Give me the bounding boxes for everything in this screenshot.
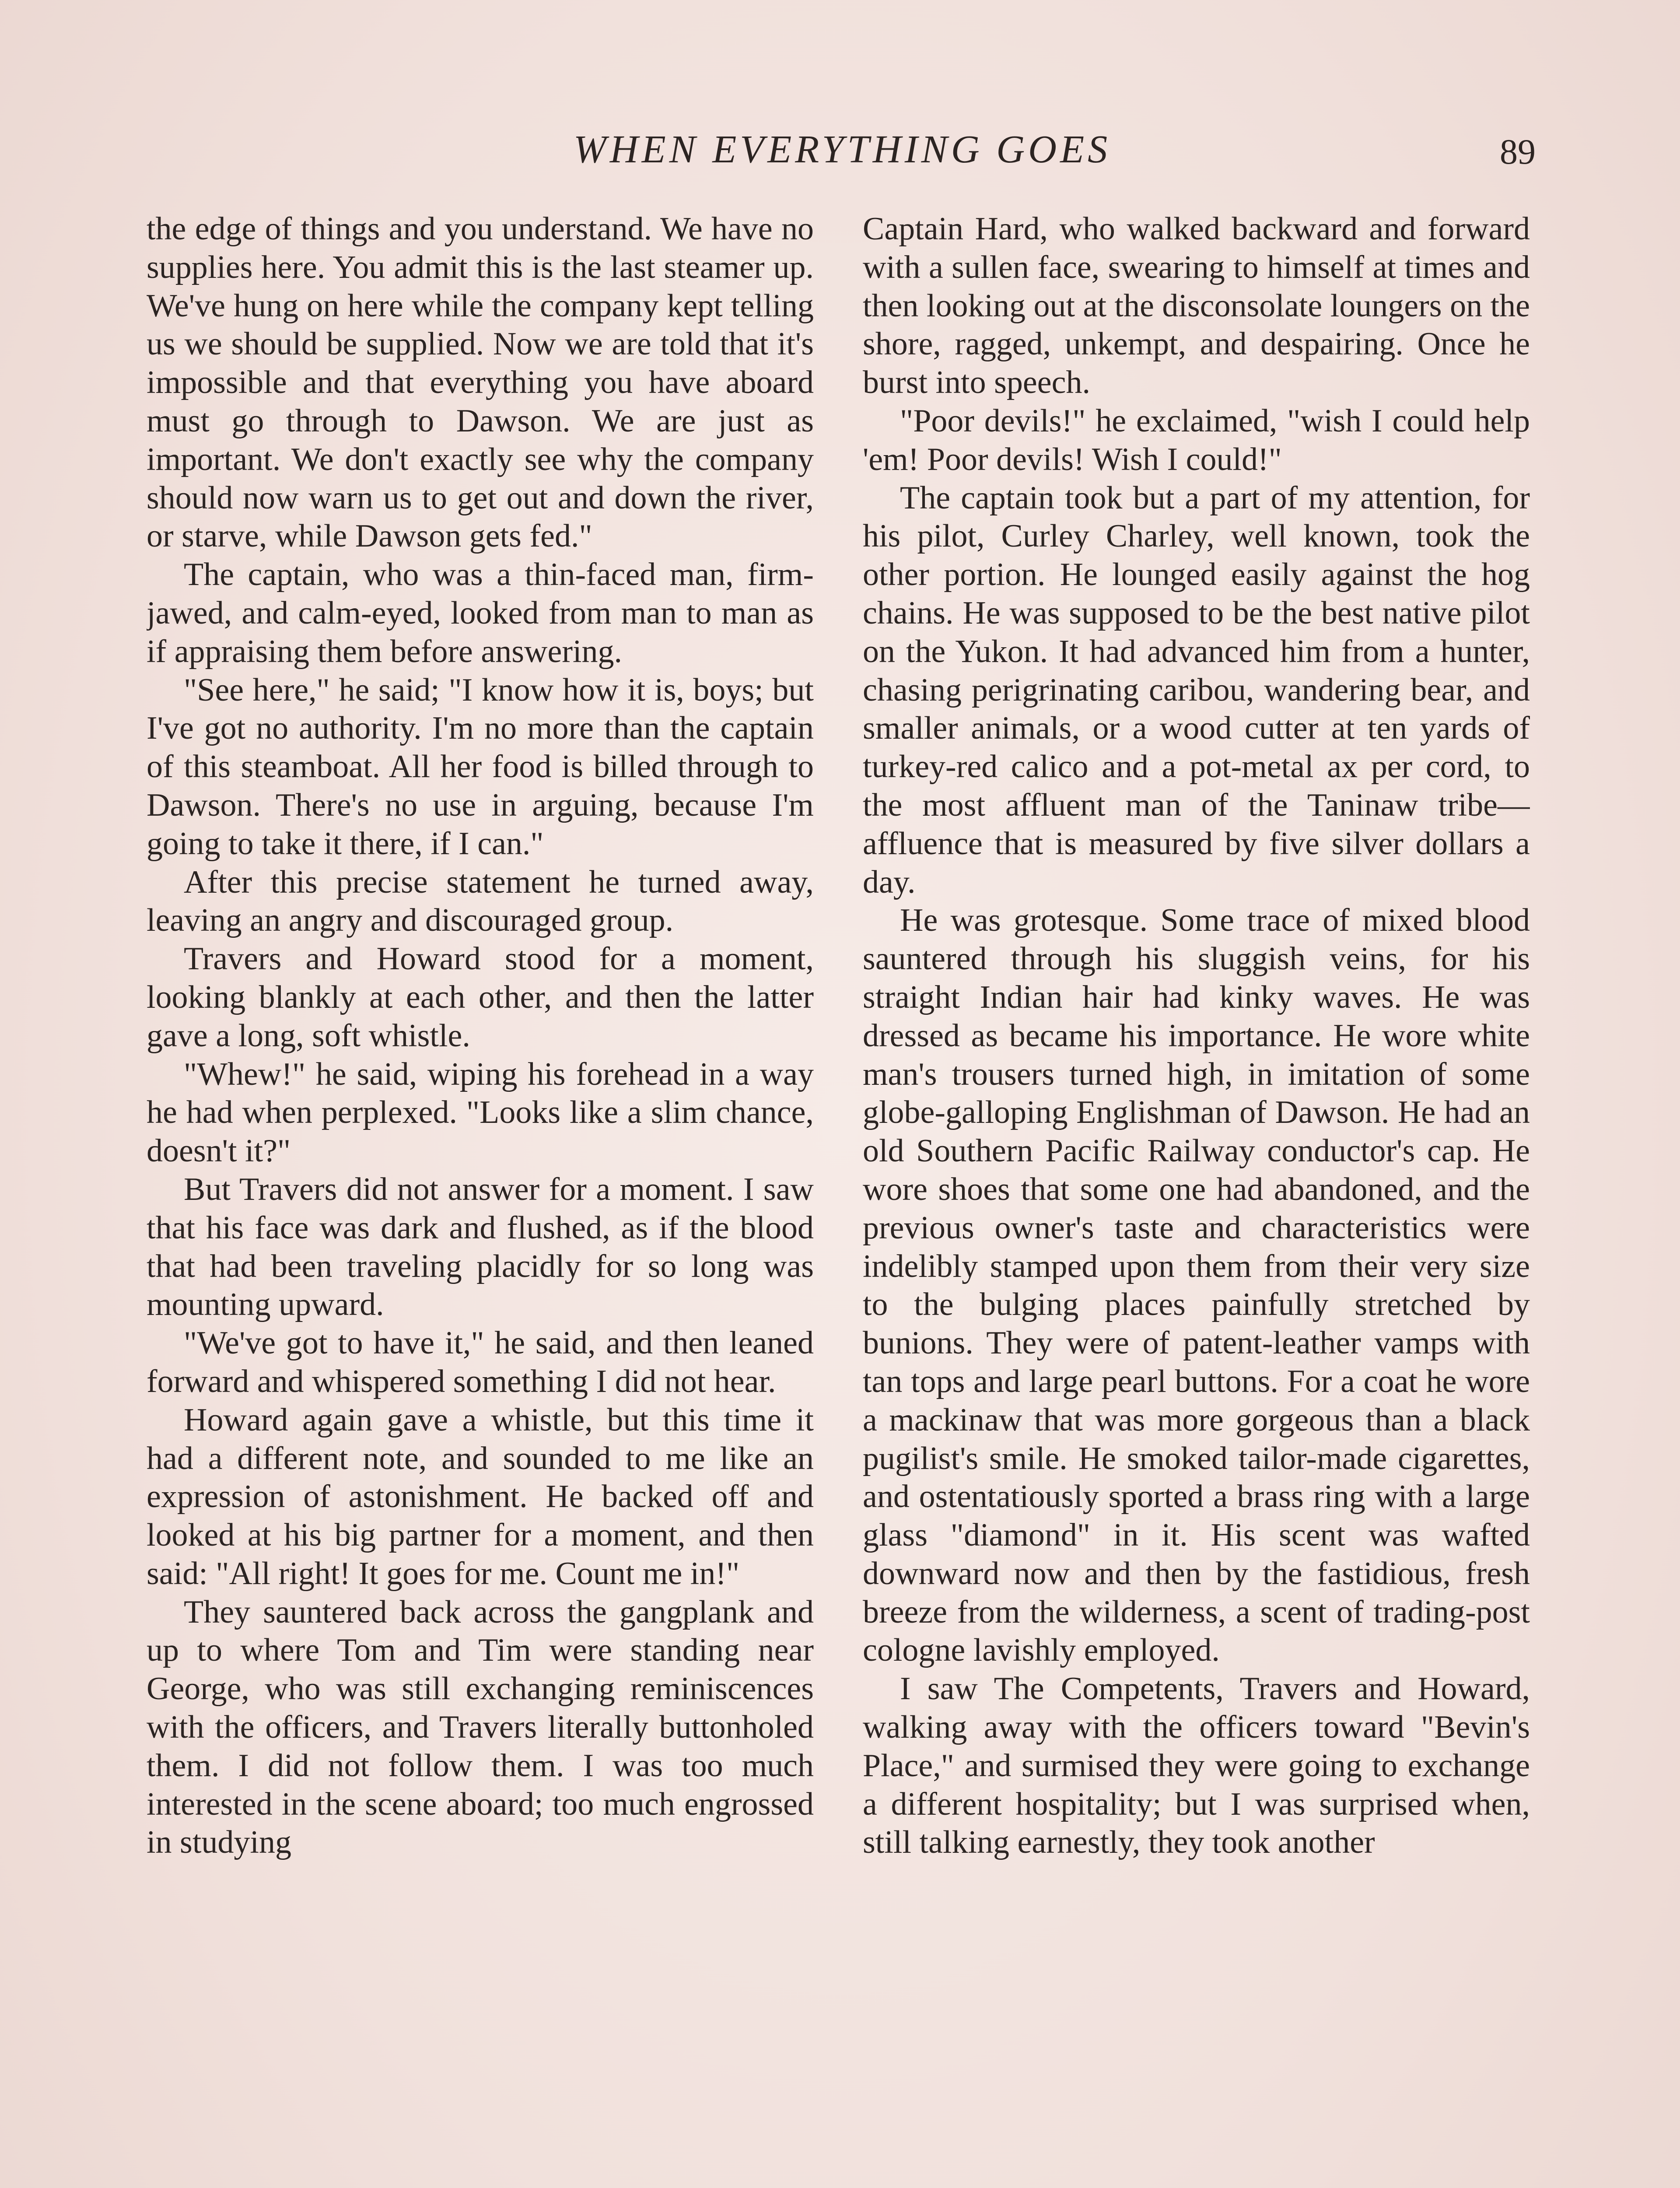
paragraph: They sauntered back across the gangplank and up to where Tom and Tim were standing near George, who was still exchanging reminiscences with the officers, and Travers literally buttonholed them. I did not follow them. I was too much interested in the scene aboard; too much engrossed in studying (147, 1594, 814, 1861)
paragraph: Travers and Howard stood for a moment, looking blankly at each other, and then the latter gave a long, soft whistle. (147, 941, 814, 1054)
paragraph: "We've got to have it," he said, and then leaned forward and whispered something I did not hear. (147, 1325, 814, 1399)
paragraph: I saw The Competents, Travers and Howard, walking away with the officers toward "Bevin's Place," and surmised they were going to exchange a different hospitality; but I was surprised when, still talking earnestly, they took another (863, 1671, 1530, 1861)
paragraph: Captain Hard, who walked backward and forward with a sullen face, swearing to himself at times and then looking out at the disconsolate loungers on the shore, ragged, unkempt, and despairing. Once he burst into speech. (863, 211, 1530, 401)
running-head: WHEN EVERYTHING GOES (573, 128, 1111, 171)
paragraph: "See here," he said; "I know how it is, boys; but I've got no authority. I'm no more than the captain of this steamboat. All her food is billed through to Dawson. There's no use in arguing, because I'm going to take it there, if I can." (147, 672, 814, 862)
paragraph: "Poor devils!" he exclaimed, "wish I could help 'em! Poor devils! Wish I could!" (863, 403, 1530, 477)
paragraph: The captain, who was a thin-faced man, firm-jawed, and calm-eyed, looked from man to man as if appraising them before answering. (147, 557, 814, 670)
paragraph: After this precise statement he turned away, leaving an angry and discouraged group. (147, 864, 814, 939)
paragraph: The captain took but a part of my attention, for his pilot, Curley Charley, well known, took the other portion. He lounged easily against the hog chains. He was supposed to be the best native pilot on the Yukon. It had advanced him from a hunter, chasing perigrinating caribou, wandering bear, and smaller animals, or a wood cutter at ten yards of turkey-red calico and a pot-metal ax per cord, to the most affluent man of the Taninaw tribe—affluence that is measured by five silver dollars a day. (863, 480, 1530, 900)
page-number: 89 (1500, 132, 1536, 172)
paragraph: "Whew!" he said, wiping his forehead in a way he had when perplexed. "Looks like a slim chance, doesn't it?" (147, 1056, 814, 1169)
paragraph: Howard again gave a whistle, but this time it had a different note, and sounded to me like an expression of astonishment. He backed off and looked at his big partner for a moment, and then said: "All right! It goes for me. Count me in!" (147, 1402, 814, 1592)
paragraph: the edge of things and you understand. We have no supplies here. You admit this is the last steamer up. We've hung on here while the company kept telling us we should be supplied. Now we are told that it's impossible and that everything you have aboard must go through to Dawson. We are just as important. We don't exactly see why the company should now warn us to get out and down the river, or starve, while Dawson gets fed." (147, 211, 814, 554)
left-column (147, 210, 814, 2188)
right-column (863, 210, 1530, 2188)
paragraph: He was grotesque. Some trace of mixed blood sauntered through his sluggish veins, for his straight Indian hair had kinky waves. He was dressed as became his importance. He wore white man's trousers turned high, in imitation of some globe-galloping Englishman of Dawson. He had an old Southern Pacific Railway conductor's cap. He wore shoes that some one had abandoned, and the previous owner's taste and characteristics were indelibly stamped upon them from their very size to the bulging places painfully stretched by bunions. They were of patent-leather vamps with tan tops and large pearl buttons. For a coat he wore a mackinaw that was more gorgeous than a black pugilist's smile. He smoked tailor-made cigarettes, and ostentatiously sported a brass ring with a large glass "diamond" in it. His scent was wafted downward now and then by the fastidious, fresh breeze from the wilderness, a scent of trading-post cologne lavishly employed. (863, 902, 1530, 1669)
paragraph: But Travers did not answer for a moment. I saw that his face was dark and flushed, as if the blood that had been traveling placidly for so long was mounting upward. (147, 1171, 814, 1323)
